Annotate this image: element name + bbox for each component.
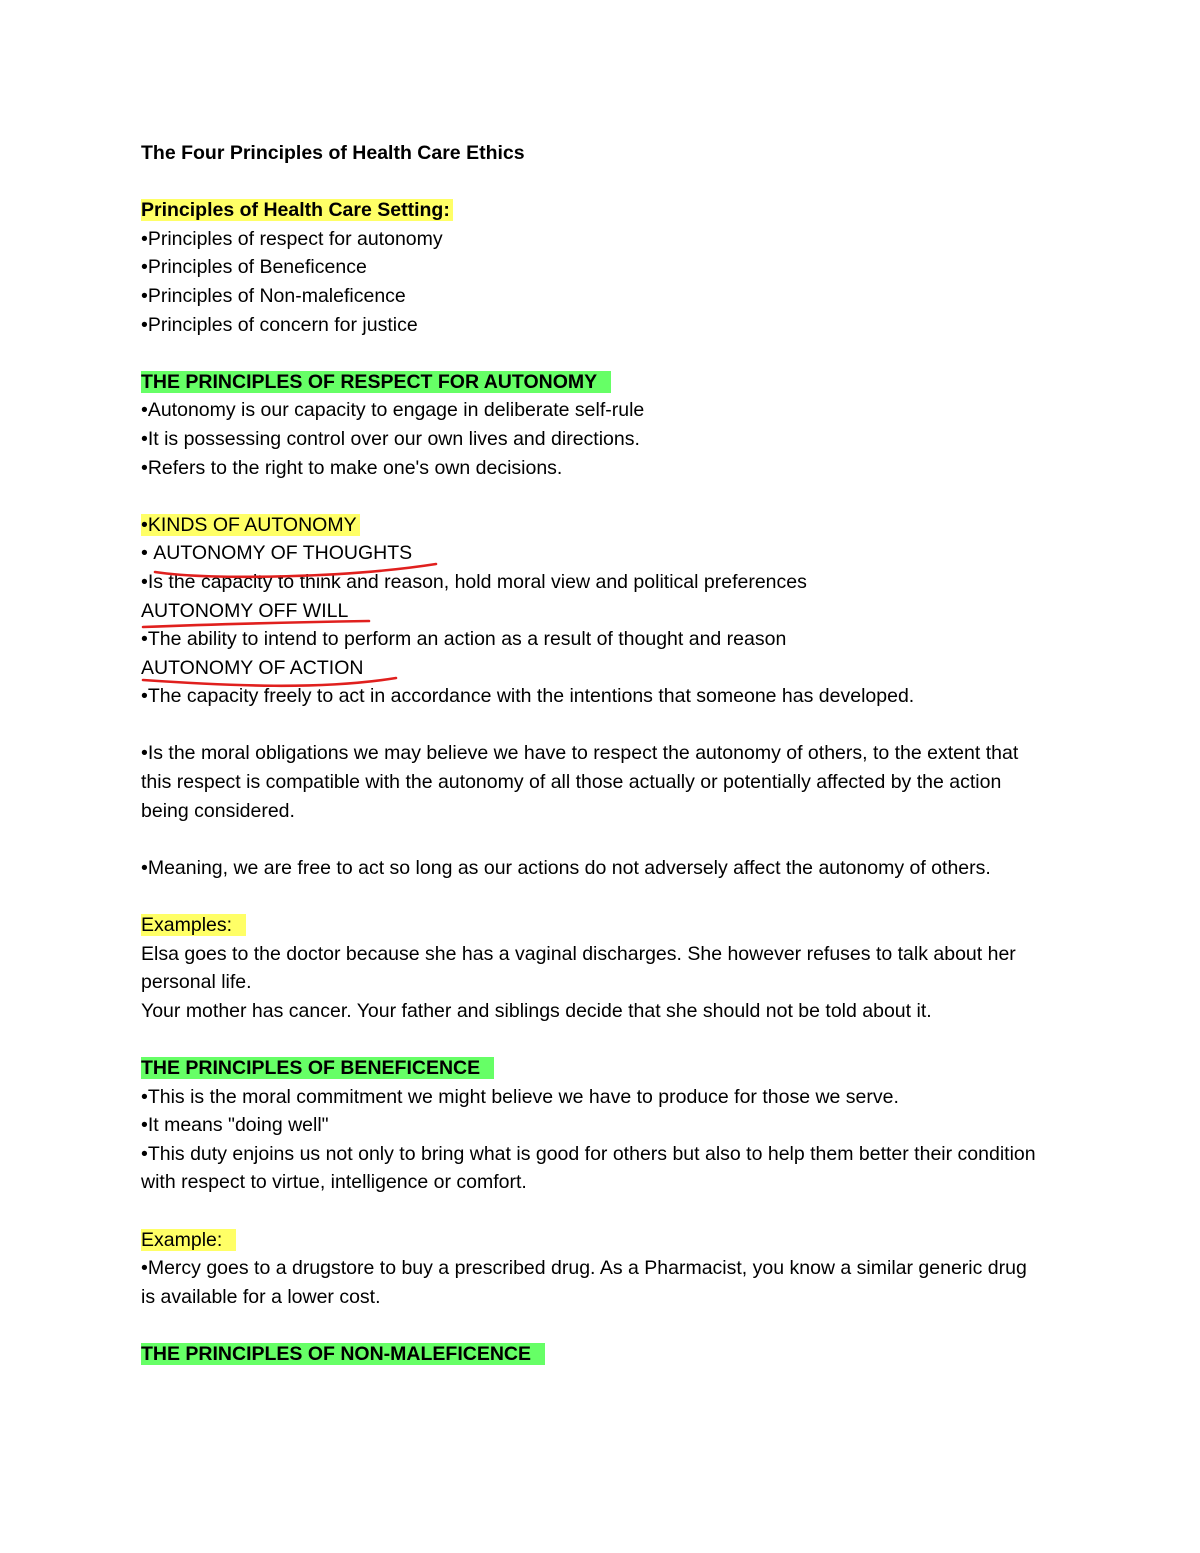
autonomy-paragraph: •Is the moral obligations we may believe we have to respect the autonomy of others, to the extent that this respect is compatible with the autonomy of all those actually or potentially affected by the action being considered.	[141, 742, 1019, 822]
spacer	[141, 339, 1061, 368]
kind-thoughts-desc: •Is the capacity to think and reason, hold moral view and political preferences	[141, 570, 807, 593]
spacer	[141, 825, 1061, 854]
setting-heading: Principles of Health Care Setting:	[141, 199, 453, 221]
spacer	[141, 168, 1061, 197]
beneficence-point: •This duty enjoins us not only to bring what is good for others but also to help them better their condition with respect to virtue, intelligence or comfort.	[141, 1142, 1036, 1194]
spacer	[141, 482, 1061, 511]
autonomy-point: •Autonomy is our capacity to engage in deliberate self-rule	[141, 399, 645, 422]
setting-item: •Principles of respect for autonomy	[141, 227, 443, 250]
kind-bullet: •	[141, 542, 154, 565]
spacer	[141, 882, 1061, 911]
autonomy-point: •Refers to the right to make one's own decisions.	[141, 456, 563, 479]
beneficence-point: •It means "doing well"	[141, 1114, 329, 1137]
kind-thoughts-title: AUTONOMY OF THOUGHTS	[153, 542, 413, 565]
kind-will-title-wrap	[141, 597, 348, 626]
kind-will-desc: •The ability to intend to perform an action as a result of thought and reason	[141, 628, 787, 651]
nonmaleficence-heading: THE PRINCIPLES OF NON-MALEFICENCE	[141, 1343, 545, 1365]
kind-will-title: AUTONOMY OFF WILL	[141, 599, 349, 622]
spacer	[141, 1025, 1061, 1054]
kind-action-title: AUTONOMY OF ACTION	[141, 656, 364, 679]
example-text: Elsa goes to the doctor because she has a vaginal discharges. She however refuses to talk about her personal life.	[141, 942, 1016, 994]
autonomy-point: •It is possessing control over our own lives and directions.	[141, 427, 640, 450]
kind-action-row	[141, 654, 1061, 683]
spacer	[141, 1197, 1061, 1226]
beneficence-point: •This is the moral commitment we might believe we have to produce for those we serve.	[141, 1085, 899, 1108]
example-label: Example:	[141, 1229, 236, 1251]
example-text: Your mother has cancer. Your father and siblings decide that she should not be told about it.	[141, 999, 932, 1022]
autonomy-paragraph: •Meaning, we are free to act so long as our actions do not adversely affect the autonomy of others.	[141, 856, 991, 879]
spacer	[141, 1311, 1061, 1340]
autonomy-heading: THE PRINCIPLES OF RESPECT FOR AUTONOMY	[141, 371, 611, 393]
kind-thoughts-row	[141, 539, 1061, 568]
setting-item: •Principles of concern for justice	[141, 313, 418, 336]
kind-thoughts-title-wrap	[153, 539, 412, 568]
document-body	[141, 139, 1061, 1369]
kind-action-title-wrap	[141, 654, 363, 683]
spacer	[141, 711, 1061, 740]
setting-item: •Principles of Beneficence	[141, 256, 367, 279]
kinds-heading: •KINDS OF AUTONOMY	[141, 514, 360, 536]
beneficence-heading: THE PRINCIPLES OF BENEFICENCE	[141, 1057, 494, 1079]
kind-will-row	[141, 597, 1061, 626]
kind-action-desc: •The capacity freely to act in accordance with the intentions that someone has developed.	[141, 685, 915, 708]
setting-item: •Principles of Non-maleficence	[141, 284, 406, 307]
document-title: The Four Principles of Health Care Ethics	[141, 142, 525, 164]
example-text: •Mercy goes to a drugstore to buy a prescribed drug. As a Pharmacist, you know a similar generic drug is available for a lower cost.	[141, 1257, 1027, 1308]
examples-label: Examples:	[141, 914, 246, 936]
